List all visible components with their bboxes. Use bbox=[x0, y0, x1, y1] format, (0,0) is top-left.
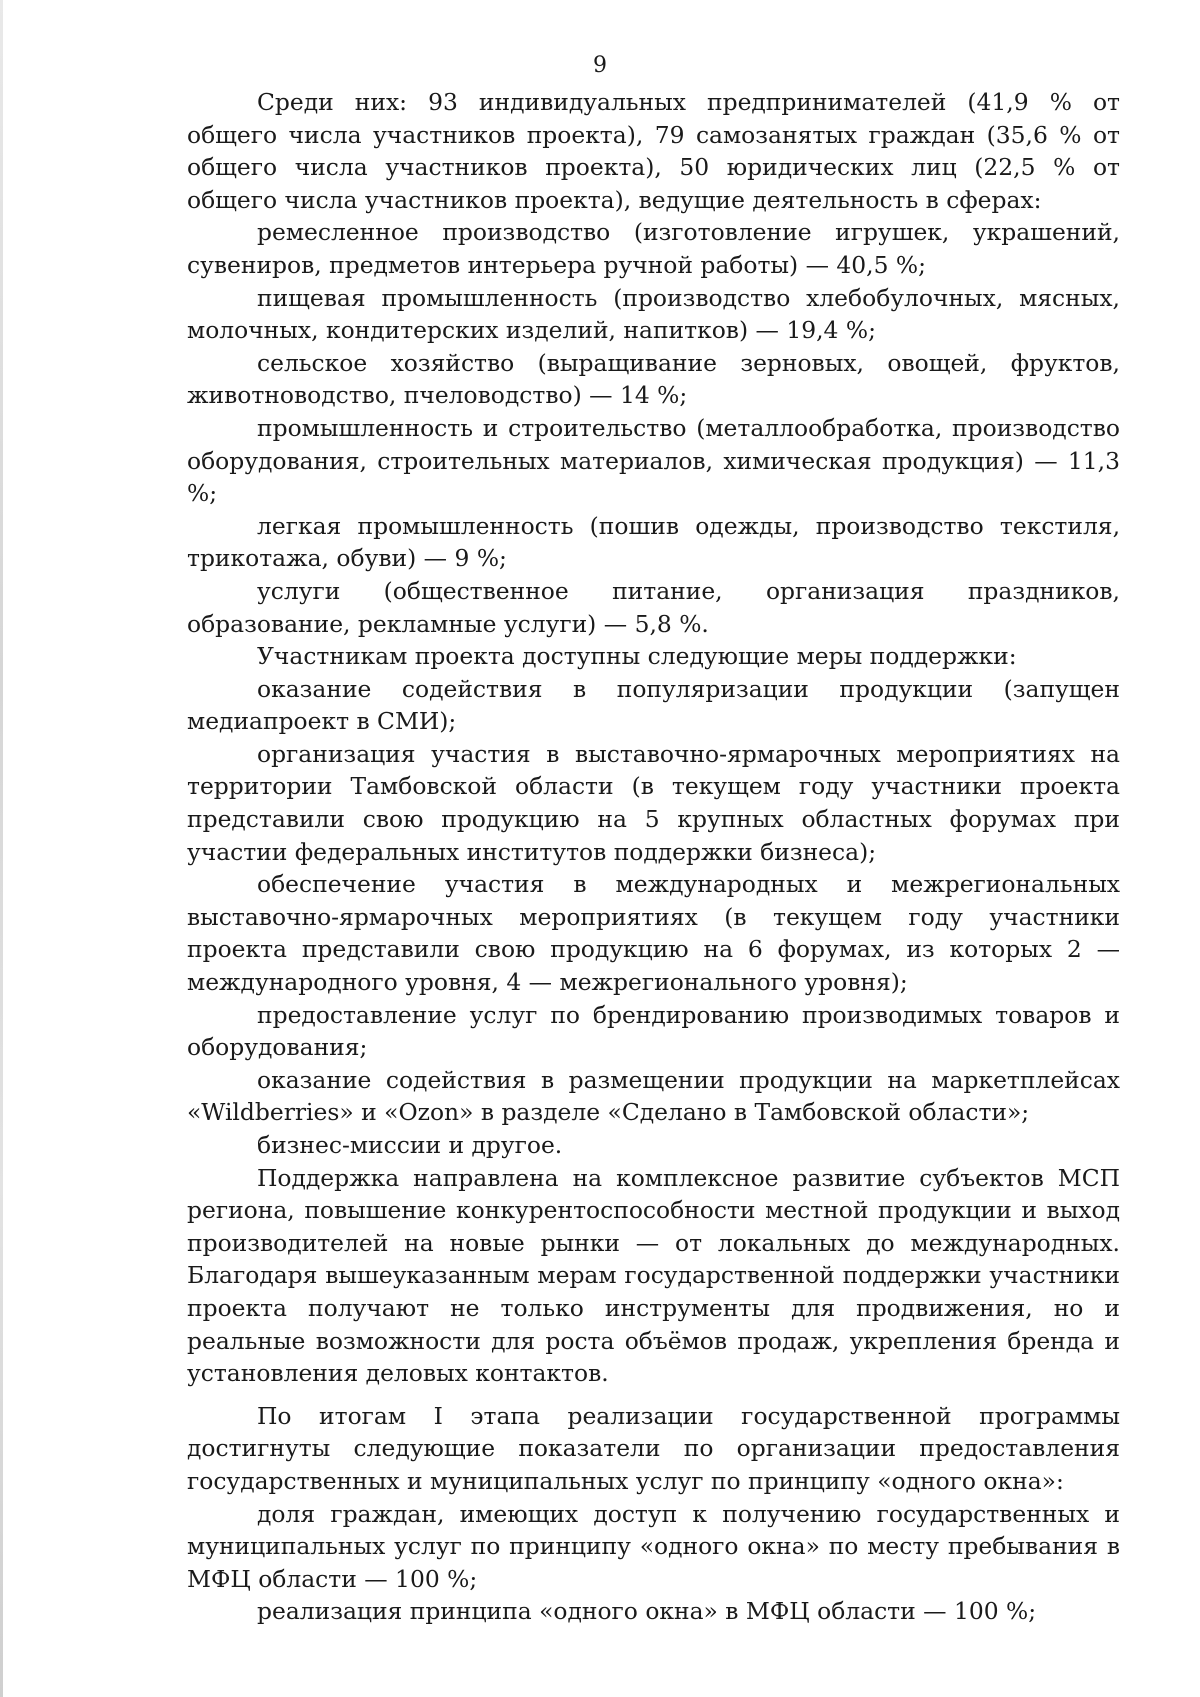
paragraph-one-window-results: По итогам I этапа реализации государственной программы достигнуты следующие показатели по организации предоставления государственных и муниципальных услуг по принципу «одного окна»: bbox=[187, 1401, 1120, 1495]
paragraph-support-measures-intro: Участникам проекта доступны следующие меры поддержки: bbox=[257, 642, 1017, 671]
paragraph-agriculture: сельское хозяйство (выращивание зерновых, овощей, фруктов, животноводство, пчеловодство) — 14 %; bbox=[187, 348, 1120, 410]
paragraph-participants-breakdown: Среди них: 93 индивидуальных предпринимателей (41,9 % от общего числа участников проекта), 79 самозанятых граждан (35,6 % от общего числа участников проекта), 50 юридических лиц (22,5 % от общего числа участников проекта), ведущие деятельность в сферах: bbox=[187, 88, 1120, 214]
paragraph-food-industry: пищевая промышленность (производство хлебобулочных, мясных, молочных, кондитерских изделий, напитков) — 19,4 %; bbox=[187, 283, 1120, 345]
paragraph-crafts: ремесленное производство (изготовление игрушек, украшений, сувениров, предметов интерьера ручной работы) — 40,5 %; bbox=[187, 218, 1120, 279]
paragraph-services: услуги (общественное питание, организация праздников, образование, рекламные услуги) — 5,8 %. bbox=[187, 576, 1120, 638]
paragraph-light-industry: легкая промышленность (пошив одежды, производство текстиля, трикотажа, обуви) — 9 %; bbox=[187, 511, 1120, 573]
paragraph-regional-fairs: организация участия в выставочно-ярмарочных мероприятиях на территории Тамбовской области (в текущем году участники проекта представили свою продукцию на 5 крупных областных форумах при участии федеральных институтов поддержки бизнеса); bbox=[187, 739, 1120, 866]
paragraph-industry-construction: промышленность и строительство (металлообработка, производство оборудования, строительных материалов, химическая продукция) — 11,3 %; bbox=[187, 413, 1120, 508]
paragraph-support-goals: Поддержка направлена на комплексное развитие субъектов МСП региона, повышение конкурентоспособности местной продукции и выход производителей на новые рынки — от локальных до международных. Благодаря вышеуказанным мерам государственной поддержки участники проекта получают не только инструменты для продвижения, но и реальные возможности для роста объёмов продаж, укрепления бренда и установления деловых контактов. bbox=[187, 1163, 1120, 1388]
scan-edge-shadow bbox=[0, 0, 3, 1697]
document-body bbox=[187, 86, 1120, 1628]
paragraph-branding: предоставление услуг по брендированию производимых товаров и оборудования; bbox=[187, 1000, 1120, 1062]
paragraph-access-share: доля граждан, имеющих доступ к получению государственных и муниципальных услуг по принципу «одного окна» по месту пребывания в МФЦ области — 100 %; bbox=[187, 1499, 1120, 1593]
page-number: 9 bbox=[593, 53, 607, 78]
paragraph-international-fairs: обеспечение участия в международных и межрегиональных выставочно-ярмарочных мероприятиях (в текущем году участники проекта представили свою продукцию на 6 форумах, из которых 2 — международного уровня, 4 — межрегионального уровня); bbox=[187, 870, 1120, 997]
paragraph-one-window-implementation: реализация принципа «одного окна» в МФЦ области — 100 %; bbox=[257, 1597, 1037, 1626]
paragraph-marketplaces: оказание содействия в размещении продукции на маркетплейсах «Wildberries» и «Ozon» в разделе «Сделано в Тамбовской области»; bbox=[187, 1065, 1120, 1127]
paragraph-media-promotion: оказание содействия в популяризации продукции (запущен медиапроект в СМИ); bbox=[187, 674, 1120, 736]
paragraph-business-missions: бизнес-миссии и другое. bbox=[257, 1131, 563, 1159]
